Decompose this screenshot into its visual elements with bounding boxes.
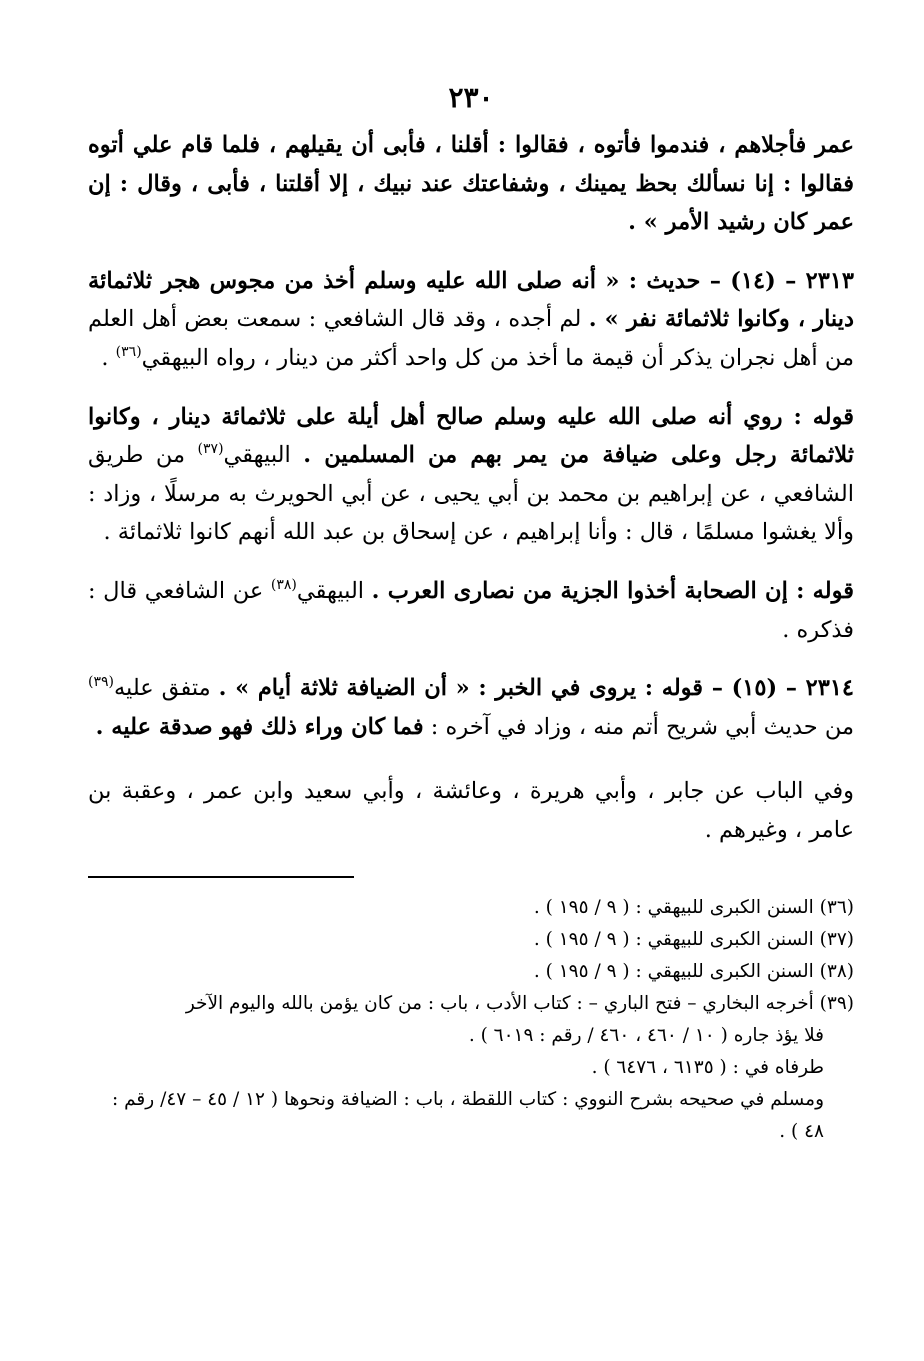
footnote-37: (٣٧) السنن الكبرى للبيهقي : ( ٩ / ١٩٥ ) .	[533, 928, 854, 950]
footnote-39-line-2: فلا يؤذ جاره ( ١٠ / ٤٦٠ ، ٤٦٠ / رقم : ٦٠١٩ ) .	[468, 1024, 824, 1046]
paragraph-hadith-2313	[88, 262, 854, 378]
footnote-ref-38: (٣٨)	[270, 576, 297, 593]
footnote-39-line-3: طرفاه في : ( ٦١٣٥ ، ٦٤٧٦ ) .	[591, 1056, 824, 1078]
qawluh-jizya-source: البيهقي	[296, 577, 372, 604]
page-number: ٢٣٠	[448, 81, 494, 114]
hadith-2314-commentary: من حديث أبي شريح أتم منه ، وزاد في آخره :	[423, 713, 854, 740]
footnote-38: (٣٨) السنن الكبرى للبيهقي : ( ٩ / ١٩٥ ) .	[533, 960, 854, 982]
hadith-2314-addition: فما كان وراء ذلك فهو صدقة عليه .	[95, 713, 424, 740]
paragraph-qawluh-jizya	[88, 572, 854, 649]
footnote-36: (٣٦) السنن الكبرى للبيهقي : ( ٩ / ١٩٥ ) .	[533, 896, 854, 918]
paragraph-continuation: عمر فأجلاهم ، فندموا فأتوه ، فقالوا : أقلنا ، فأبى أن يقيلهم ، فلما قام علي أتوه فقالوا : إنا نسألك بحظ يمينك ، وشفاعتك عند نبيك ، إلا أقلتنا ، فأبى ، وقال : إن عمر كان رشيد الأمر » .	[88, 132, 854, 236]
qawluh-ayla-commentary: من طريق الشافعي ، عن إبراهيم بن محمد بن أبي يحيى ، عن أبي الحويرث به مرسلًا ، وزاد : وألا يغشوا مسلمًا ، قال : وأنا إبراهيم ، عن إسحاق بن عبد الله أنهم كانوا ثلاثمائة .	[88, 442, 854, 546]
qawluh-ayla-text: قوله : روي أنه صلى الله عليه وسلم صالح أهل أيلة على ثلاثمائة دينار ، وكانوا ثلاثمائة رجل وعلى ضيافة من يمر بهم من المسلمين .	[88, 403, 854, 469]
hadith-2314-source: متفق عليه	[113, 675, 219, 702]
hadith-2313-end: .	[101, 344, 116, 371]
footnote-ref-37: (٣٧)	[197, 441, 224, 458]
paragraph-fil-bab: وفي الباب عن جابر ، وأبي هريرة ، وعائشة ، وأبي سعيد وابن عمر ، وعقبة بن عامر ، وغيرهم .	[88, 778, 854, 843]
qawluh-jizya-commentary: عن الشافعي قال : فذكره .	[88, 577, 854, 643]
footnote-ref-36: (٣٦)	[115, 343, 142, 360]
footnote-ref-39: (٣٩)	[88, 674, 114, 691]
qawluh-ayla-source: البيهقي	[223, 442, 304, 469]
paragraph-qawluh-ayla	[88, 398, 854, 552]
qawluh-jizya-text: قوله : إن الصحابة أخذوا الجزية من نصارى العرب .	[371, 577, 854, 604]
footnote-39-line-4: ومسلم في صحيحه بشرح النووي : كتاب اللقطة ، باب : الضيافة ونحوها ( ١٢ / ٤٥ – ٤٧/ رقم : ٤٨ ) .	[112, 1088, 824, 1142]
hadith-2313-text: ٢٣١٣ – (١٤) – حديث : « أنه صلى الله عليه وسلم أخذ من مجوس هجر ثلاثمائة دينار ، وكانوا ثلاثمائة نفر » .	[88, 267, 855, 333]
footnote-39: (٣٩) أخرجه البخاري – فتح الباري – : كتاب الأدب ، باب : من كان يؤمن بالله واليوم الآخر	[185, 992, 854, 1014]
hadith-2313-commentary: لم أجده ، وقد قال الشافعي : سمعت بعض أهل العلم من أهل نجران يذكر أن قيمة ما أخذ من كل واحد أكثر من دينار ، رواه البيهقي	[88, 306, 854, 371]
footnote-divider	[88, 876, 354, 878]
footnotes	[88, 892, 854, 1148]
paragraph-hadith-2314	[88, 669, 854, 746]
hadith-2314-text: ٢٣١٤ – (١٥) – قوله : يروى في الخبر : « أن الضيافة ثلاثة أيام » .	[218, 675, 854, 702]
